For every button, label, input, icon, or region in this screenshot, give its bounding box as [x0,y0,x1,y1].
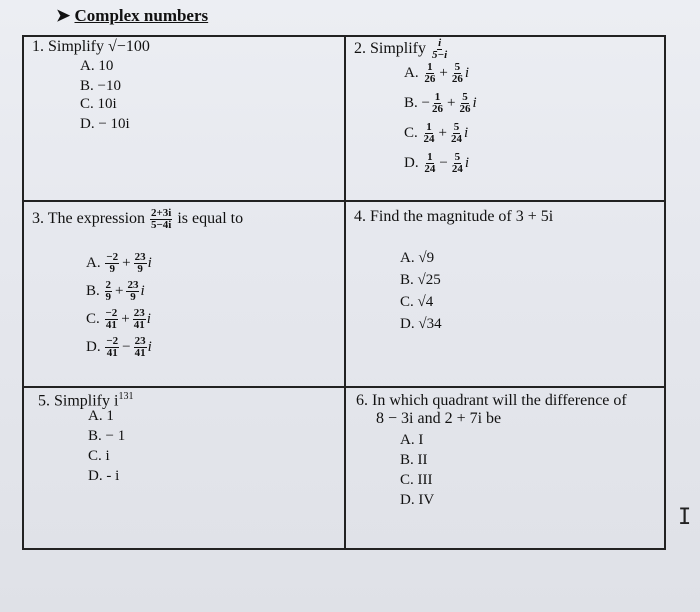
option-frac-2 [133,308,146,331]
option-leading-sign: − [421,94,430,111]
option-frac-2 [458,92,471,115]
option-operator: − [122,338,131,355]
option-frac-1 [105,308,119,331]
option-frac-2-den: 26 [459,103,471,115]
q2-option-b [404,92,477,115]
option-imaginary-unit: i [464,64,469,81]
question-5 [38,388,133,410]
q4-option-c: C. √4 [400,294,434,310]
q6-option-d: D. IV [400,492,435,508]
q6-option-a: A. I [400,432,424,448]
q2-option-c [404,122,468,145]
q2-option-d [404,152,469,175]
q4-option-a: A. √9 [400,250,435,266]
option-frac-2 [451,152,464,175]
q6-option-b: B. II [400,452,428,468]
q3-option-c [86,308,151,331]
text-cursor-icon: I [678,505,692,530]
option-operator: − [439,154,448,171]
option-frac-1-den: 9 [109,263,115,275]
option-frac-1-den: 41 [106,347,118,359]
option-frac-1-den: 41 [105,319,117,331]
q3-frac-den: 5−4i [151,219,172,231]
option-frac-1 [423,62,436,85]
arrow-bullet-icon: ➤ [56,6,71,25]
question-6-stem-line1: 6. In which quadrant will the difference of [356,392,627,409]
q4-option-d: D. √34 [400,316,442,332]
option-frac-1-num: −2 [105,307,118,319]
q2-frac-den: 5−i [432,49,448,61]
grid-right-border [664,35,666,550]
question-2 [354,38,449,61]
q3-option-a [86,252,152,275]
q5-option-c: C. i [88,448,110,464]
option-frac-1 [105,280,113,303]
option-operator: + [122,254,131,271]
q1-option-d: D. − 10i [80,116,130,132]
option-label: C. [86,310,100,327]
option-frac-1-den: 26 [431,103,443,115]
option-frac-1-num: 1 [426,121,432,133]
option-frac-1-num: 1 [434,91,441,103]
q5-option-b: B. − 1 [88,428,126,444]
question-2-stem: 2. Simplify [354,40,427,58]
option-frac-1-num: 1 [427,151,433,163]
q5-option-d: D. - i [88,468,120,484]
option-frac-1-num: 2 [105,279,112,291]
section-title: Complex numbers [74,6,209,25]
option-frac-1 [423,152,436,175]
option-frac-2-num: 5 [453,121,460,133]
option-frac-2-den: 26 [451,73,463,85]
option-frac-2-den: 9 [137,263,143,275]
option-label: D. [86,338,101,355]
option-frac-1-num: −2 [106,335,119,347]
option-frac-2-den: 24 [450,133,462,145]
q5-option-a: A. 1 [88,408,114,424]
option-frac-2-den: 41 [133,319,145,331]
question-1-stem: 1. Simplify √−100 [32,38,150,55]
question-6-stem-line2: 8 − 3i and 2 + 7i be [376,410,502,427]
option-imaginary-unit: i [147,254,152,271]
option-imaginary-unit: i [146,310,151,327]
option-frac-1-num: −2 [106,251,119,263]
question-3 [32,208,243,231]
option-frac-2-num: 23 [134,251,146,263]
question-2-fraction [431,38,448,61]
question-5-exponent: 131 [118,391,134,402]
q1-option-a: A. 10 [80,58,114,74]
option-label: D. [404,154,419,171]
option-frac-2-den: 9 [130,291,136,303]
grid-row-divider-1 [22,200,666,202]
option-label: A. [86,254,101,271]
section-header [56,6,208,26]
question-6 [356,392,627,428]
option-frac-2-num: 23 [134,335,146,347]
question-3-fraction [150,208,172,231]
question-5-stem: 5. Simplify i [38,392,119,410]
q3-option-b [86,280,145,303]
q6-option-c: C. III [400,472,433,488]
option-frac-2-den: 41 [134,347,146,359]
grid-center-divider [344,35,346,550]
option-frac-2 [126,280,139,303]
question-1 [32,38,150,56]
option-operator: + [115,282,124,299]
option-operator: + [446,94,456,111]
option-frac-2 [134,336,147,359]
grid-left-border [22,35,24,550]
option-imaginary-unit: i [140,282,145,299]
option-frac-1 [431,92,444,115]
q3-frac-num: 2+3i [151,207,172,219]
option-frac-1-den: 24 [424,163,436,175]
option-frac-2 [134,252,147,275]
option-label: B. [86,282,100,299]
option-frac-2-den: 24 [451,163,463,175]
option-frac-2-num: 5 [462,91,468,103]
option-imaginary-unit: i [464,154,469,171]
option-frac-1 [423,122,436,145]
option-imaginary-unit: i [472,94,477,111]
option-frac-2 [450,122,463,145]
option-frac-1-num: 1 [427,61,433,73]
q1-option-b: B. −10 [80,78,121,94]
option-frac-1-den: 9 [105,291,112,303]
q4-option-b: B. √25 [400,272,441,288]
option-frac-2-num: 5 [454,61,461,73]
option-operator: + [438,124,447,141]
option-label: C. [404,124,418,141]
option-operator: + [439,64,448,81]
option-label: B. [404,94,418,111]
option-frac-1-den: 24 [423,133,435,145]
option-frac-2-num: 5 [454,151,461,163]
option-label: A. [404,64,419,81]
q1-option-c: C. 10i [80,96,117,112]
question-4-stem: 4. Find the magnitude of 3 + 5i [354,208,554,225]
option-imaginary-unit: i [463,124,469,141]
q2-frac-num: i [438,37,442,49]
option-frac-1 [105,336,119,359]
option-frac-2 [451,62,464,85]
q3-option-d [86,336,152,359]
question-3-stem-post: is equal to [177,210,244,228]
q2-option-a [404,62,469,85]
option-frac-1-den: 26 [424,73,436,85]
question-4 [354,208,553,226]
question-3-stem-pre: 3. The expression [32,210,146,228]
option-frac-1 [105,252,119,275]
option-imaginary-unit: i [147,338,152,355]
option-frac-2-num: 23 [133,307,145,319]
option-operator: + [121,310,130,327]
option-frac-2-num: 23 [127,279,139,291]
